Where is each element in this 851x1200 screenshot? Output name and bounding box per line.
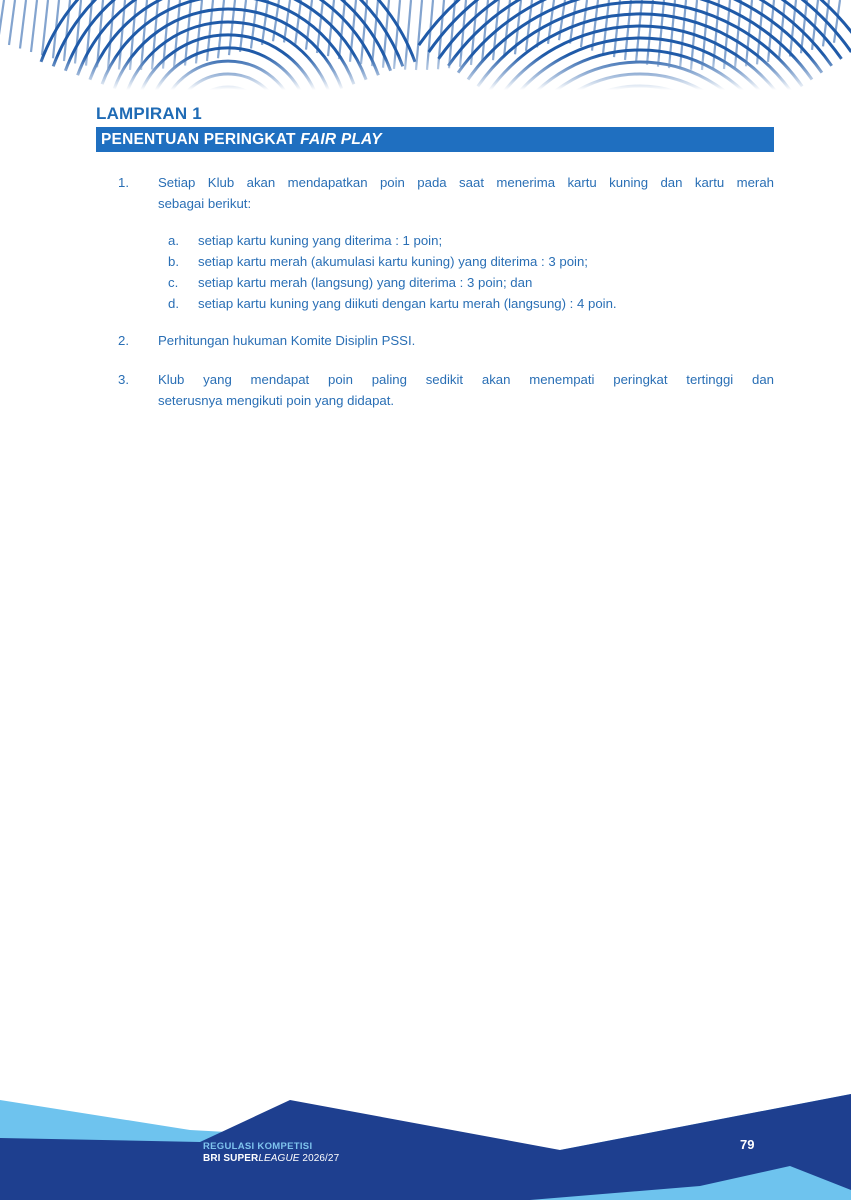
page-title-italic: FAIR PLAY: [300, 131, 382, 148]
header-stripe: [53, 0, 59, 58]
section-label: LAMPIRAN 1: [96, 104, 202, 123]
sub-letter: b.: [168, 254, 179, 269]
header-stripe: [317, 0, 323, 53]
header-stripe-decoration: [0, 0, 851, 90]
sub-text: setiap kartu kuning yang diikuti dengan kartu merah (langsung) : 4 poin.: [198, 296, 617, 311]
sub-letter: a.: [168, 233, 179, 248]
header-stripe: [31, 0, 37, 52]
header-stripe: [603, 0, 609, 54]
header-stripe: [262, 0, 268, 45]
sub-text: setiap kartu kuning yang diterima : 1 poin;: [198, 233, 443, 248]
header-stripe: [636, 0, 642, 63]
sub-text: setiap kartu merah (langsung) yang diterima : 3 poin; dan: [198, 275, 533, 290]
header-stripe: [757, 0, 763, 64]
footer-brand: [203, 1153, 339, 1164]
footer-title: REGULASI KOMPETISI: [203, 1141, 313, 1152]
list-text: Klub yang mendapat poin paling sedikit akan menempati peringkat tertinggi dan: [158, 372, 774, 387]
header-stripe: [75, 0, 81, 63]
list-number: 2.: [118, 333, 129, 348]
footer-wave-decoration: [0, 1080, 851, 1200]
list-number: 3.: [118, 372, 129, 387]
sub-text: setiap kartu merah (akumulasi kartu kuning) yang diterima : 3 poin;: [198, 254, 588, 269]
header-stripe: [339, 0, 345, 59]
list-text: seterusnya mengikuti poin yang didapat.: [158, 393, 395, 408]
brand-season: 2026/27: [299, 1153, 340, 1164]
sub-letter: c.: [168, 275, 179, 290]
list-text: Perhitungan hukuman Komite Disiplin PSSI.: [158, 333, 416, 348]
page-title: [96, 127, 774, 152]
header-stripe: [284, 0, 290, 42]
list-number: 1.: [118, 175, 129, 190]
header-stripe: [20, 0, 26, 49]
header-stripe: [240, 0, 246, 52]
page-title-text: PENENTUAN PERINGKAT: [101, 131, 301, 148]
brand-super: SUPER: [223, 1153, 259, 1164]
list-text: sebagai berikut:: [158, 196, 252, 211]
header-stripe: [801, 0, 807, 53]
header-stripe: [9, 0, 15, 45]
sub-letter: d.: [168, 296, 179, 311]
header-stripe: [0, 0, 4, 41]
brand-league: LEAGUE: [258, 1153, 300, 1164]
header-stripe: [361, 0, 367, 64]
header-stripe: [295, 0, 301, 46]
brand-bri: BRI: [203, 1153, 224, 1164]
list-text: Setiap Klub akan mendapatkan poin pada saat menerima kartu kuning dan kartu merah: [158, 175, 774, 190]
page-number: 79: [740, 1137, 755, 1152]
